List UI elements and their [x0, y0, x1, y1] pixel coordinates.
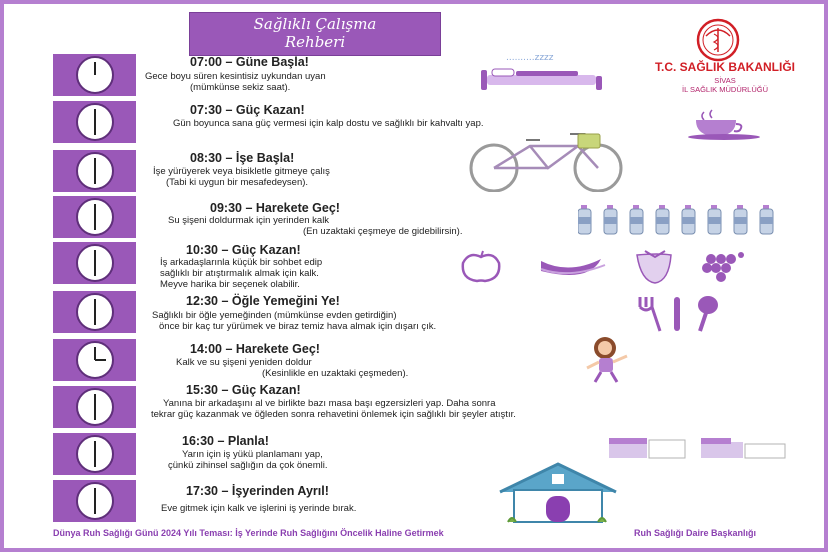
clock-icon	[60, 243, 130, 283]
clock-icon	[60, 151, 130, 191]
coffee-cup-icon	[686, 108, 766, 142]
folders-icon	[605, 432, 789, 462]
cutlery-icon	[636, 295, 726, 333]
clock-tile	[53, 196, 136, 238]
entry-line: Meyve harika bir seçenek olabilir.	[160, 279, 300, 290]
entry-time: 07:00 – Güne Başla!	[190, 55, 309, 69]
entry-line: Su şişeni doldurmak için yerinden kalk	[168, 215, 330, 226]
bed-icon	[478, 48, 608, 94]
logo-city: SİVAS	[714, 76, 736, 85]
logo-unit: İL SAĞLIK MÜDÜRLÜĞÜ	[682, 85, 768, 94]
logo-name: T.C. SAĞLIK BAKANLIĞI	[655, 60, 795, 74]
entry-time: 15:30 – Güç Kazan!	[186, 383, 301, 397]
entry-time: 08:30 – İşe Başla!	[190, 151, 295, 165]
clock-icon	[60, 55, 130, 95]
entry-time: 14:00 – Harekete Geç!	[190, 342, 320, 356]
water-bottles-icon	[578, 205, 784, 235]
clock-tile	[53, 386, 136, 428]
clock-tile	[53, 480, 136, 522]
clock-icon	[60, 481, 130, 521]
entry-line: Gün boyunca sana güç vermesi için kalp dostu ve sağlıklı bir kahvaltı yap.	[173, 118, 484, 129]
bicycle-icon	[460, 130, 632, 192]
svg-text:..........zzzz: ..........zzzz	[506, 53, 554, 63]
entry-time: 07:30 – Güç Kazan!	[190, 103, 305, 117]
entry-line: (Kesinlikle en uzaktaki çeşmeden).	[262, 368, 409, 379]
footer-theme: Dünya Ruh Sağlığı Günü 2024 Yılı Teması: İş Yerinde Ruh Sağlığını Öncelik Haline Getirmek	[53, 528, 444, 538]
entry-line: Kalk ve su şişeni yeniden doldur	[176, 357, 312, 368]
clock-icon	[60, 292, 130, 332]
clock-icon	[60, 102, 130, 142]
clock-tile	[53, 150, 136, 192]
clock-icon	[60, 340, 130, 380]
clock-icon	[60, 197, 130, 237]
ministry-logo	[630, 18, 820, 98]
walking-person-icon	[583, 334, 639, 384]
entry-time: 12:30 – Öğle Yemeğini Ye!	[186, 294, 340, 308]
entry-line: İşe yürüyerek veya bisikletle gitmeye çalış	[153, 166, 330, 177]
ministry-emblem-icon	[630, 18, 820, 62]
fruits-icon	[459, 249, 751, 285]
entry-line: (Tabi ki uygun bir mesafedeysen).	[166, 177, 309, 188]
entry-line: (mümkünse sekiz saat).	[190, 82, 291, 93]
clock-tile	[53, 101, 136, 143]
entry-line: Sağlıklı bir öğle yemeğinden (mümkünse evden getirdiğin)	[152, 310, 397, 321]
entry-line: Yanına bir arkadaşını al ve birlikte bazı masa başı egzersizleri yap. Daha sonra	[163, 398, 496, 409]
entry-line: çünkü zihinsel sağlığın da çok önemli.	[168, 460, 328, 471]
clock-icon	[60, 387, 130, 427]
clock-tile	[53, 339, 136, 381]
clock-icon	[60, 434, 130, 474]
entry-line: Gece boyu süren kesintisiz uykundan uyan	[145, 71, 326, 82]
clock-tile	[53, 291, 136, 333]
entry-time: 10:30 – Güç Kazan!	[186, 243, 301, 257]
clock-tile	[53, 54, 136, 96]
title-line1: Sağlıklı Çalışma	[253, 15, 377, 33]
entry-line: Yarın için iş yükü planlamanı yap,	[182, 449, 323, 460]
page-title	[189, 12, 441, 56]
title-line2: Rehberi	[284, 33, 346, 51]
entry-line: İş arkadaşlarınla küçük bir sohbet edip	[160, 257, 323, 268]
footer-department: Ruh Sağlığı Daire Başkanlığı	[634, 528, 757, 538]
entry-time: 17:30 – İşyerinden Ayrıl!	[186, 484, 329, 498]
entry-line: sağlıklı bir atıştırmalık almak için kalk.	[160, 268, 319, 279]
clock-tile	[53, 433, 136, 475]
entry-time: 16:30 – Planla!	[182, 434, 269, 448]
entry-line: Eve gitmek için kalk ve işlerini iş yerinde bırak.	[161, 503, 357, 514]
entry-line: (En uzaktaki çeşmeye de gidebilirsin).	[303, 226, 463, 237]
entry-time: 09:30 – Harekete Geç!	[210, 201, 340, 215]
house-icon	[498, 462, 618, 524]
entry-line: tekrar güç kazanmak ve öğleden sonra rehavetini önlemek için sağlıklı bir şeyler atıştır.	[151, 409, 516, 420]
clock-tile	[53, 242, 136, 284]
entry-line: önce bir kaç tur yürümek ve biraz temiz hava almak için dışarı çık.	[159, 321, 437, 332]
